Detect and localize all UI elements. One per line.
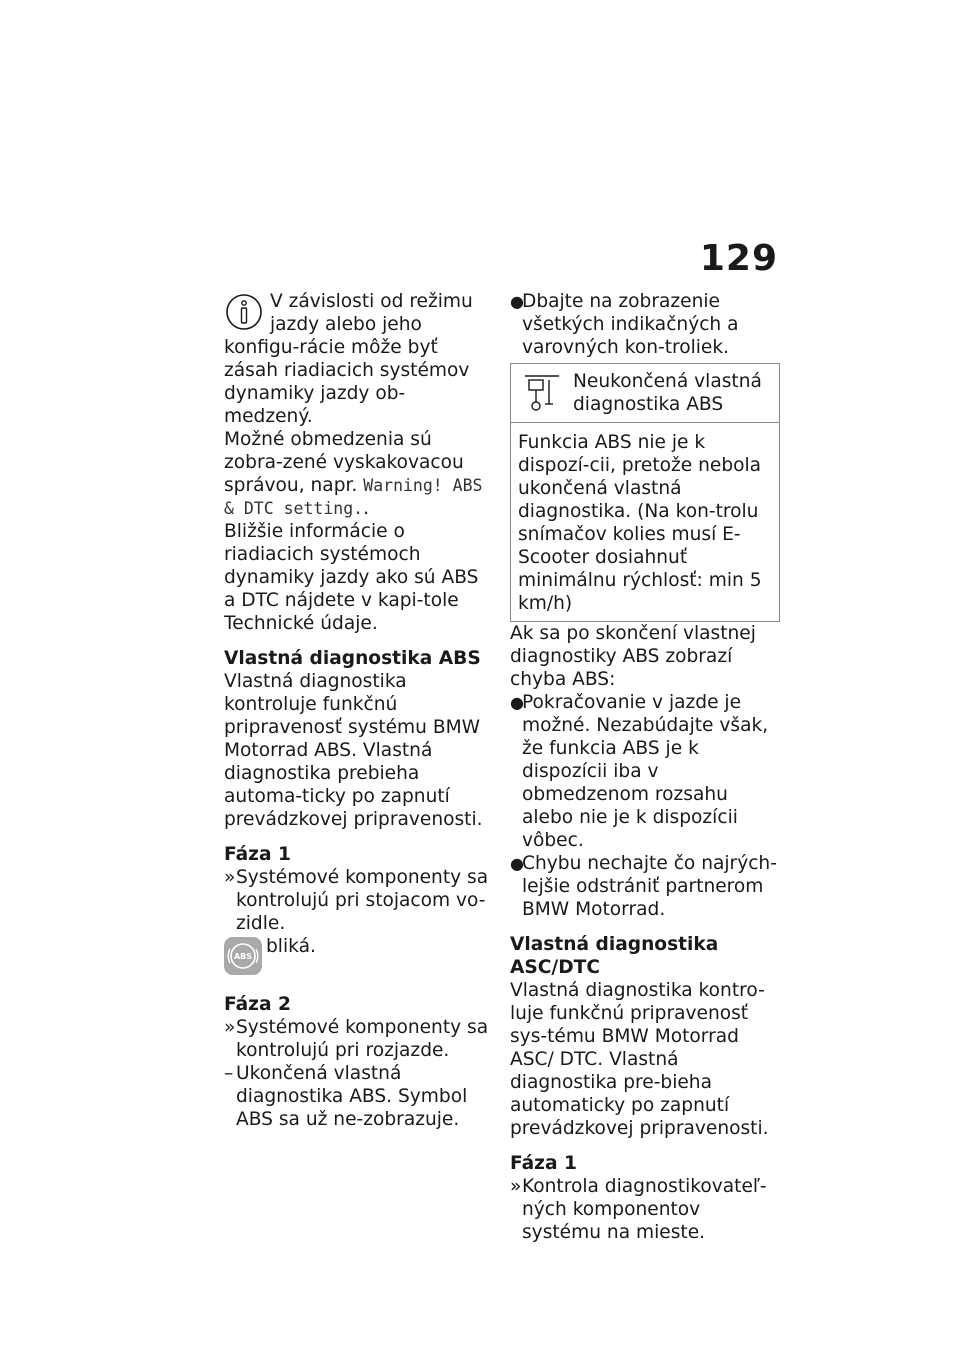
phase2-result [224,1062,490,1131]
bullet-1 [510,290,780,359]
info-text-2-end: . [363,498,369,519]
after-box-text: Ak sa po skončení vlastnej diagnostiky ABS zobrazí chyba ABS: [510,623,756,690]
bullet-3 [510,852,780,921]
maintenance-box-header [511,364,779,423]
maintenance-box [510,363,780,622]
phase1-heading: Fáza 1 [224,844,291,865]
bullet-marker: ● [510,854,524,873]
maintenance-icon [521,370,563,414]
abs-warning-icon [224,937,262,975]
phase2-step [224,1016,490,1062]
info-text-2: Možné obmedzenia sú zobra-zené vyskakovacou správou, napr. [224,429,464,496]
result-marker: – [224,1063,234,1084]
asc-phase1-step-text: Kontrola diagnostikovateľ-ných komponentov systému na mieste. [522,1176,767,1243]
warning-code: Warning! ABS & DTC setting. [224,476,483,518]
info-text-1: V závislosti od režimu jazdy alebo jeho konfigu-rácie môže byť zásah riadiacich systémov dynamiky jazdy ob-medzený. [224,291,473,427]
step-marker: » [224,867,236,888]
info-icon [224,292,264,332]
info-text-3: Bližšie informácie o riadiacich systémoch dynamiky jazdy ako sú ABS a DTC nájdete v kapi-tole Technické údaje. [224,521,479,634]
step-marker: » [224,1017,236,1038]
bullet-marker: ● [510,292,524,311]
bullet-2-text: Pokračovanie v jazde je možné. Nezabúdajte však, že funkcia ABS je k dispozícii iba v obmedzenom rozsahu alebo nie je k dispozícii vôbec. [522,692,769,851]
asc-dtc-text: Vlastná diagnostika kontro-luje funkčnú pripravenosť sys-tému BMW Motorrad ASC/ DTC. Vlastná diagnostika pre-bieha automaticky po zapnutí prevádzkovej pripravenosti. [510,980,769,1139]
abs-diagnosis-text: Vlastná diagnostika kontroluje funkčnú pripravenosť systému BMW Motorrad ABS. Vlastná diagnostika prebieha automa-ticky po zapnutí prevádzkovej pripravenosti. [224,671,483,830]
left-column [224,290,490,1131]
phase2-result-text: Ukončená vlastná diagnostika ABS. Symbol ABS sa už ne-zobrazuje. [236,1063,468,1130]
bullet-3-text: Chybu nechajte čo najrých-lejšie odstrániť partnerom BMW Motorrad. [522,853,777,920]
maintenance-box-body: Funkcia ABS nie je k dispozí-cii, pretože nebola ukončená vlastná diagnostika. (Na kon-trolu snímačov kolies musí E-Scooter dosiahnuť minimálnu rýchlosť: min 5 km/h) [518,432,762,614]
abs-icon-label: ABS [233,952,253,961]
heading-asc-dtc-diagnosis: Vlastná diagnostika ASC/DTC [510,934,719,978]
asc-phase1-heading: Fáza 1 [510,1153,577,1174]
bullet-marker: ● [510,693,524,712]
asc-phase1-step [510,1175,780,1244]
blink-text: bliká. [266,936,316,957]
bullet-2 [510,691,780,852]
abs-blink-row [224,935,490,975]
maintenance-box-title: Neukončená vlastná diagnostika ABS [573,371,762,415]
phase1-step-text: Systémové komponenty sa kontrolujú pri stojacom vo-zidle. [236,867,489,934]
step-marker: » [510,1176,522,1197]
info-note [224,290,490,635]
heading-abs-diagnosis: Vlastná diagnostika ABS [224,648,481,669]
right-column [510,290,780,1244]
page-number: 129 [699,238,778,279]
phase1-step [224,866,490,935]
phase2-heading: Fáza 2 [224,994,291,1015]
bullet-1-text: Dbajte na zobrazenie všetkých indikačných a varovných kon-troliek. [522,291,739,358]
phase2-step-text: Systémové komponenty sa kontrolujú pri rozjazde. [236,1017,489,1061]
